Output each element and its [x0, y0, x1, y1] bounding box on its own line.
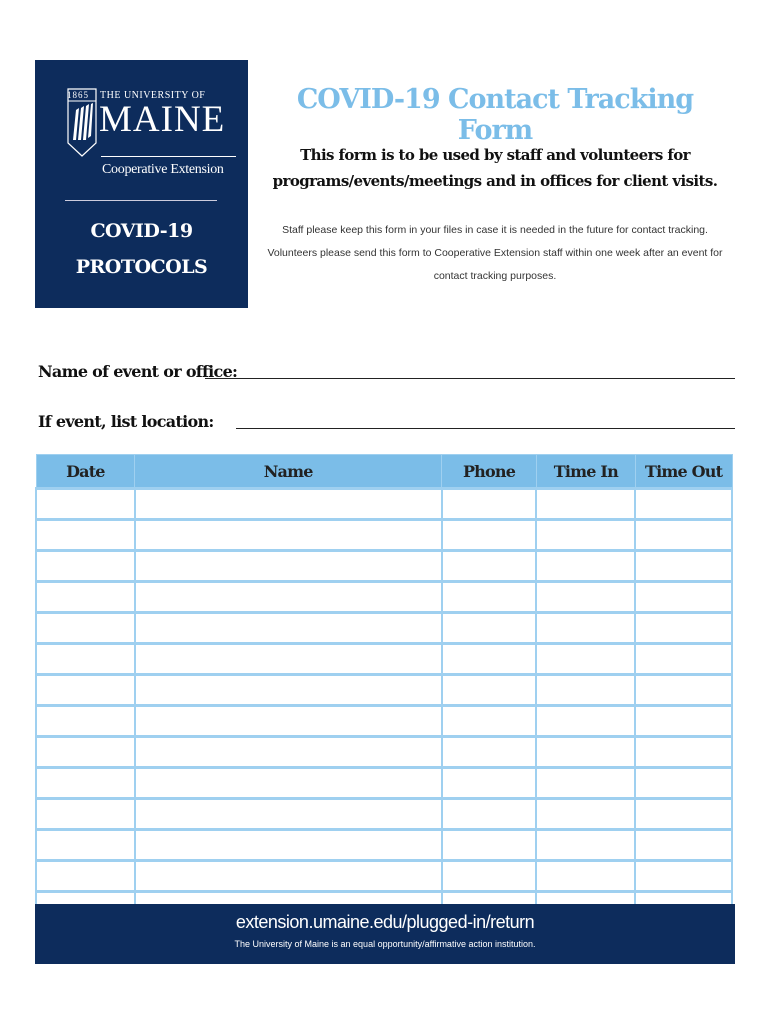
instructions-line-2: Volunteers please send this form to Cooperative Extension staff within one week after an event for: [267, 247, 723, 259]
brand-panel: [35, 60, 248, 308]
cell-time-in[interactable]: [536, 489, 635, 520]
cell-time-in[interactable]: [536, 675, 635, 706]
cell-time-out[interactable]: [635, 768, 732, 799]
table-header-row: [36, 455, 732, 489]
column-header-phone: Phone: [442, 455, 537, 489]
cell-date[interactable]: [36, 737, 135, 768]
footer-url[interactable]: extension.umaine.edu/plugged-in/return: [235, 912, 535, 932]
cell-date[interactable]: [36, 861, 135, 892]
cell-date[interactable]: [36, 799, 135, 830]
cell-phone[interactable]: [442, 551, 537, 582]
cell-time-in[interactable]: [536, 706, 635, 737]
table-row: [36, 644, 732, 675]
cell-name[interactable]: [135, 830, 442, 861]
cell-date[interactable]: [36, 489, 135, 520]
cell-time-out[interactable]: [635, 830, 732, 861]
logo-divider: [101, 156, 236, 157]
cell-name[interactable]: [135, 582, 442, 613]
cell-phone[interactable]: [442, 675, 537, 706]
cell-name[interactable]: [135, 520, 442, 551]
table-row: [36, 706, 732, 737]
protocols-line-2: PROTOCOLS: [75, 256, 208, 278]
cell-phone[interactable]: [442, 737, 537, 768]
cell-date[interactable]: [36, 706, 135, 737]
cell-phone[interactable]: [442, 644, 537, 675]
table-row: [36, 675, 732, 706]
cell-name[interactable]: [135, 613, 442, 644]
contact-table: [35, 454, 733, 923]
cell-date[interactable]: [36, 830, 135, 861]
cell-time-out[interactable]: [635, 706, 732, 737]
cell-time-out[interactable]: [635, 861, 732, 892]
column-header-date: Date: [36, 455, 135, 489]
cell-time-in[interactable]: [536, 520, 635, 551]
instructions: [250, 219, 740, 288]
table-row: [36, 613, 732, 644]
cell-name[interactable]: [135, 737, 442, 768]
cell-time-out[interactable]: [635, 644, 732, 675]
cell-name[interactable]: [135, 644, 442, 675]
cell-time-in[interactable]: [536, 799, 635, 830]
form-subtitle: [250, 142, 740, 194]
cell-date[interactable]: [36, 768, 135, 799]
table-row: [36, 768, 732, 799]
location-input[interactable]: [236, 428, 735, 429]
table-row: [36, 582, 732, 613]
cell-phone[interactable]: [442, 613, 537, 644]
instructions-line-3: contact tracking purposes.: [433, 270, 557, 282]
cell-phone[interactable]: [442, 830, 537, 861]
event-label: Name of event or office:: [38, 362, 238, 381]
cell-date[interactable]: [36, 520, 135, 551]
footer-eeo: The University of Maine is an equal opportunity/affirmative action institution.: [234, 939, 536, 949]
cell-phone[interactable]: [442, 861, 537, 892]
logo-year: 1865: [67, 90, 89, 100]
cell-date[interactable]: [36, 675, 135, 706]
logo-university-line: THE UNIVERSITY OF: [100, 90, 206, 101]
subtitle-line-1: This form is to be used by staff and volunteers for: [300, 146, 690, 164]
cell-date[interactable]: [36, 582, 135, 613]
cell-time-in[interactable]: [536, 830, 635, 861]
protocols-line-1: COVID-19: [90, 220, 193, 242]
cell-phone[interactable]: [442, 768, 537, 799]
page-title: COVID-19 Contact Tracking Form: [296, 84, 694, 146]
table-row: [36, 551, 732, 582]
cell-phone[interactable]: [442, 582, 537, 613]
logo-unit: Cooperative Extension: [102, 162, 224, 177]
instructions-line-1: Staff please keep this form in your files in case it is needed in the future for contact tracking.: [282, 224, 708, 236]
cell-phone[interactable]: [442, 799, 537, 830]
logo-maine: MAINE: [99, 99, 226, 140]
cell-time-out[interactable]: [635, 582, 732, 613]
table-row: [36, 520, 732, 551]
cell-time-in[interactable]: [536, 644, 635, 675]
cell-date[interactable]: [36, 644, 135, 675]
cell-time-in[interactable]: [536, 768, 635, 799]
cell-name[interactable]: [135, 675, 442, 706]
subtitle-line-2: programs/events/meetings and in offices for client visits.: [272, 172, 718, 190]
cell-time-out[interactable]: [635, 520, 732, 551]
footer: [35, 904, 735, 964]
column-header-time-in: Time In: [536, 455, 635, 489]
table-row: [36, 830, 732, 861]
cell-time-out[interactable]: [635, 489, 732, 520]
cell-time-out[interactable]: [635, 799, 732, 830]
cell-name[interactable]: [135, 489, 442, 520]
brand-divider: [65, 200, 217, 201]
cell-phone[interactable]: [442, 489, 537, 520]
table-row: [36, 737, 732, 768]
cell-name[interactable]: [135, 861, 442, 892]
cell-date[interactable]: [36, 613, 135, 644]
cell-name[interactable]: [135, 799, 442, 830]
table-row: [36, 861, 732, 892]
protocols-heading: [35, 213, 248, 285]
cell-phone[interactable]: [442, 706, 537, 737]
cell-time-out[interactable]: [635, 551, 732, 582]
cell-time-out[interactable]: [635, 613, 732, 644]
cell-phone[interactable]: [442, 520, 537, 551]
column-header-time-out: Time Out: [635, 455, 732, 489]
cell-time-in[interactable]: [536, 861, 635, 892]
table-row: [36, 489, 732, 520]
table-row: [36, 799, 732, 830]
event-input[interactable]: [205, 378, 735, 379]
cell-time-out[interactable]: [635, 675, 732, 706]
cell-time-in[interactable]: [536, 582, 635, 613]
cell-name[interactable]: [135, 706, 442, 737]
cell-time-out[interactable]: [635, 737, 732, 768]
cell-time-in[interactable]: [536, 551, 635, 582]
cell-name[interactable]: [135, 551, 442, 582]
location-label: If event, list location:: [38, 412, 214, 431]
cell-name[interactable]: [135, 768, 442, 799]
cell-time-in[interactable]: [536, 737, 635, 768]
column-header-name: Name: [135, 455, 442, 489]
cell-date[interactable]: [36, 551, 135, 582]
cell-time-in[interactable]: [536, 613, 635, 644]
